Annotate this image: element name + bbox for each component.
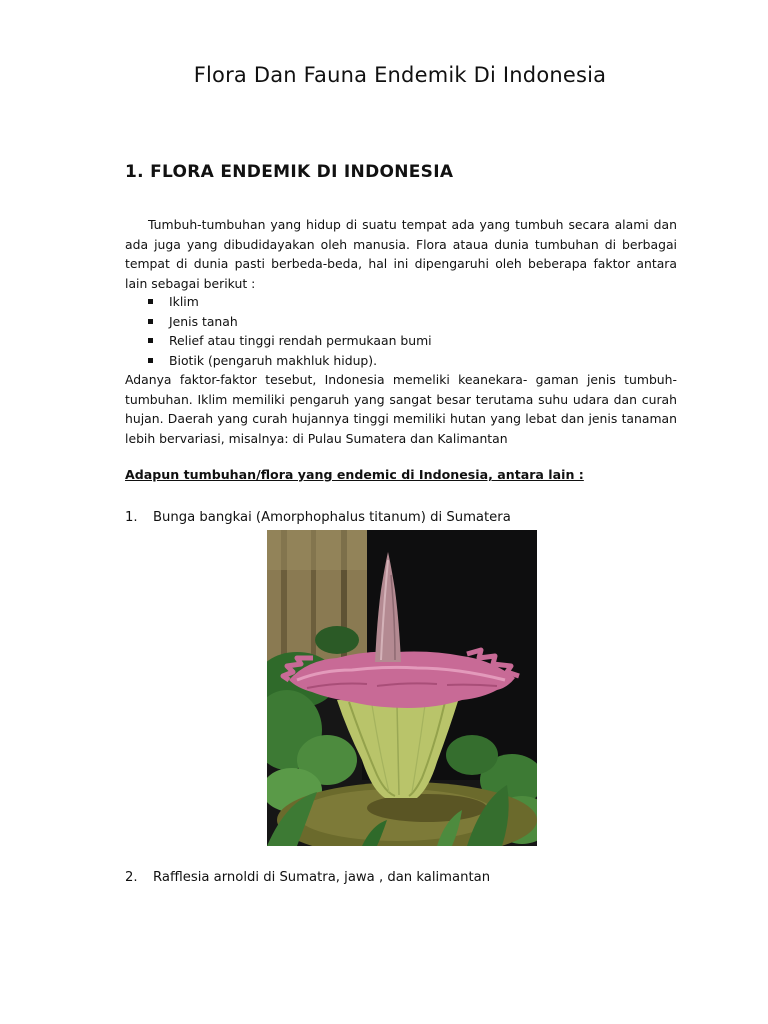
item-number: 2. — [125, 870, 138, 885]
item-number: 1. — [125, 510, 138, 525]
list-item: Biotik (pengaruh makhluk hidup). — [146, 351, 432, 371]
factors-paragraph: Adanya faktor-faktor tesebut, Indonesia memeliki keanekara- gaman jenis tumbuh-tumbuhan. Iklim memiliki pengaruh yang sangat besar terutama suhu udara dan curah hujan. Daerah yang curah hujannya tinggi memiliki hutan yang lebat dan jenis tanaman lebih bervariasi, misalnya: di Pulau Sumatera dan Kalimantan — [125, 372, 677, 446]
intro-paragraph: Tumbuh-tumbuhan yang hidup di suatu tempat ada yang tumbuh secara alami dan ada juga yang dibudidayakan oleh manusia. Flora ataua dunia tumbuhan di berbagai tempat di dunia pasti berbeda-beda, hal ini dipengaruhi oleh beberapa faktor antara lain sebagai berikut : — [125, 217, 677, 291]
bunga-bangkai-photo — [267, 530, 537, 846]
endemic-subheading: Adapun tumbuhan/flora yang endemic di Indonesia, antara lain : — [125, 467, 584, 482]
item-text: Bunga bangkai (Amorphophalus titanum) di Sumatera — [153, 510, 511, 525]
list-item: Relief atau tinggi rendah permukaan bumi — [146, 331, 432, 351]
list-item: Iklim — [146, 292, 432, 312]
item-text: Rafflesia arnoldi di Sumatra, jawa , dan kalimantan — [153, 870, 491, 885]
document-title: Flora Dan Fauna Endemik Di Indonesia — [193, 63, 607, 87]
factors-list — [146, 292, 432, 370]
list-item: Jenis tanah — [146, 312, 432, 332]
endemic-item-1 — [125, 510, 511, 525]
section-heading: 1. FLORA ENDEMIK DI INDONESIA — [125, 162, 454, 182]
endemic-item-2 — [125, 870, 490, 885]
